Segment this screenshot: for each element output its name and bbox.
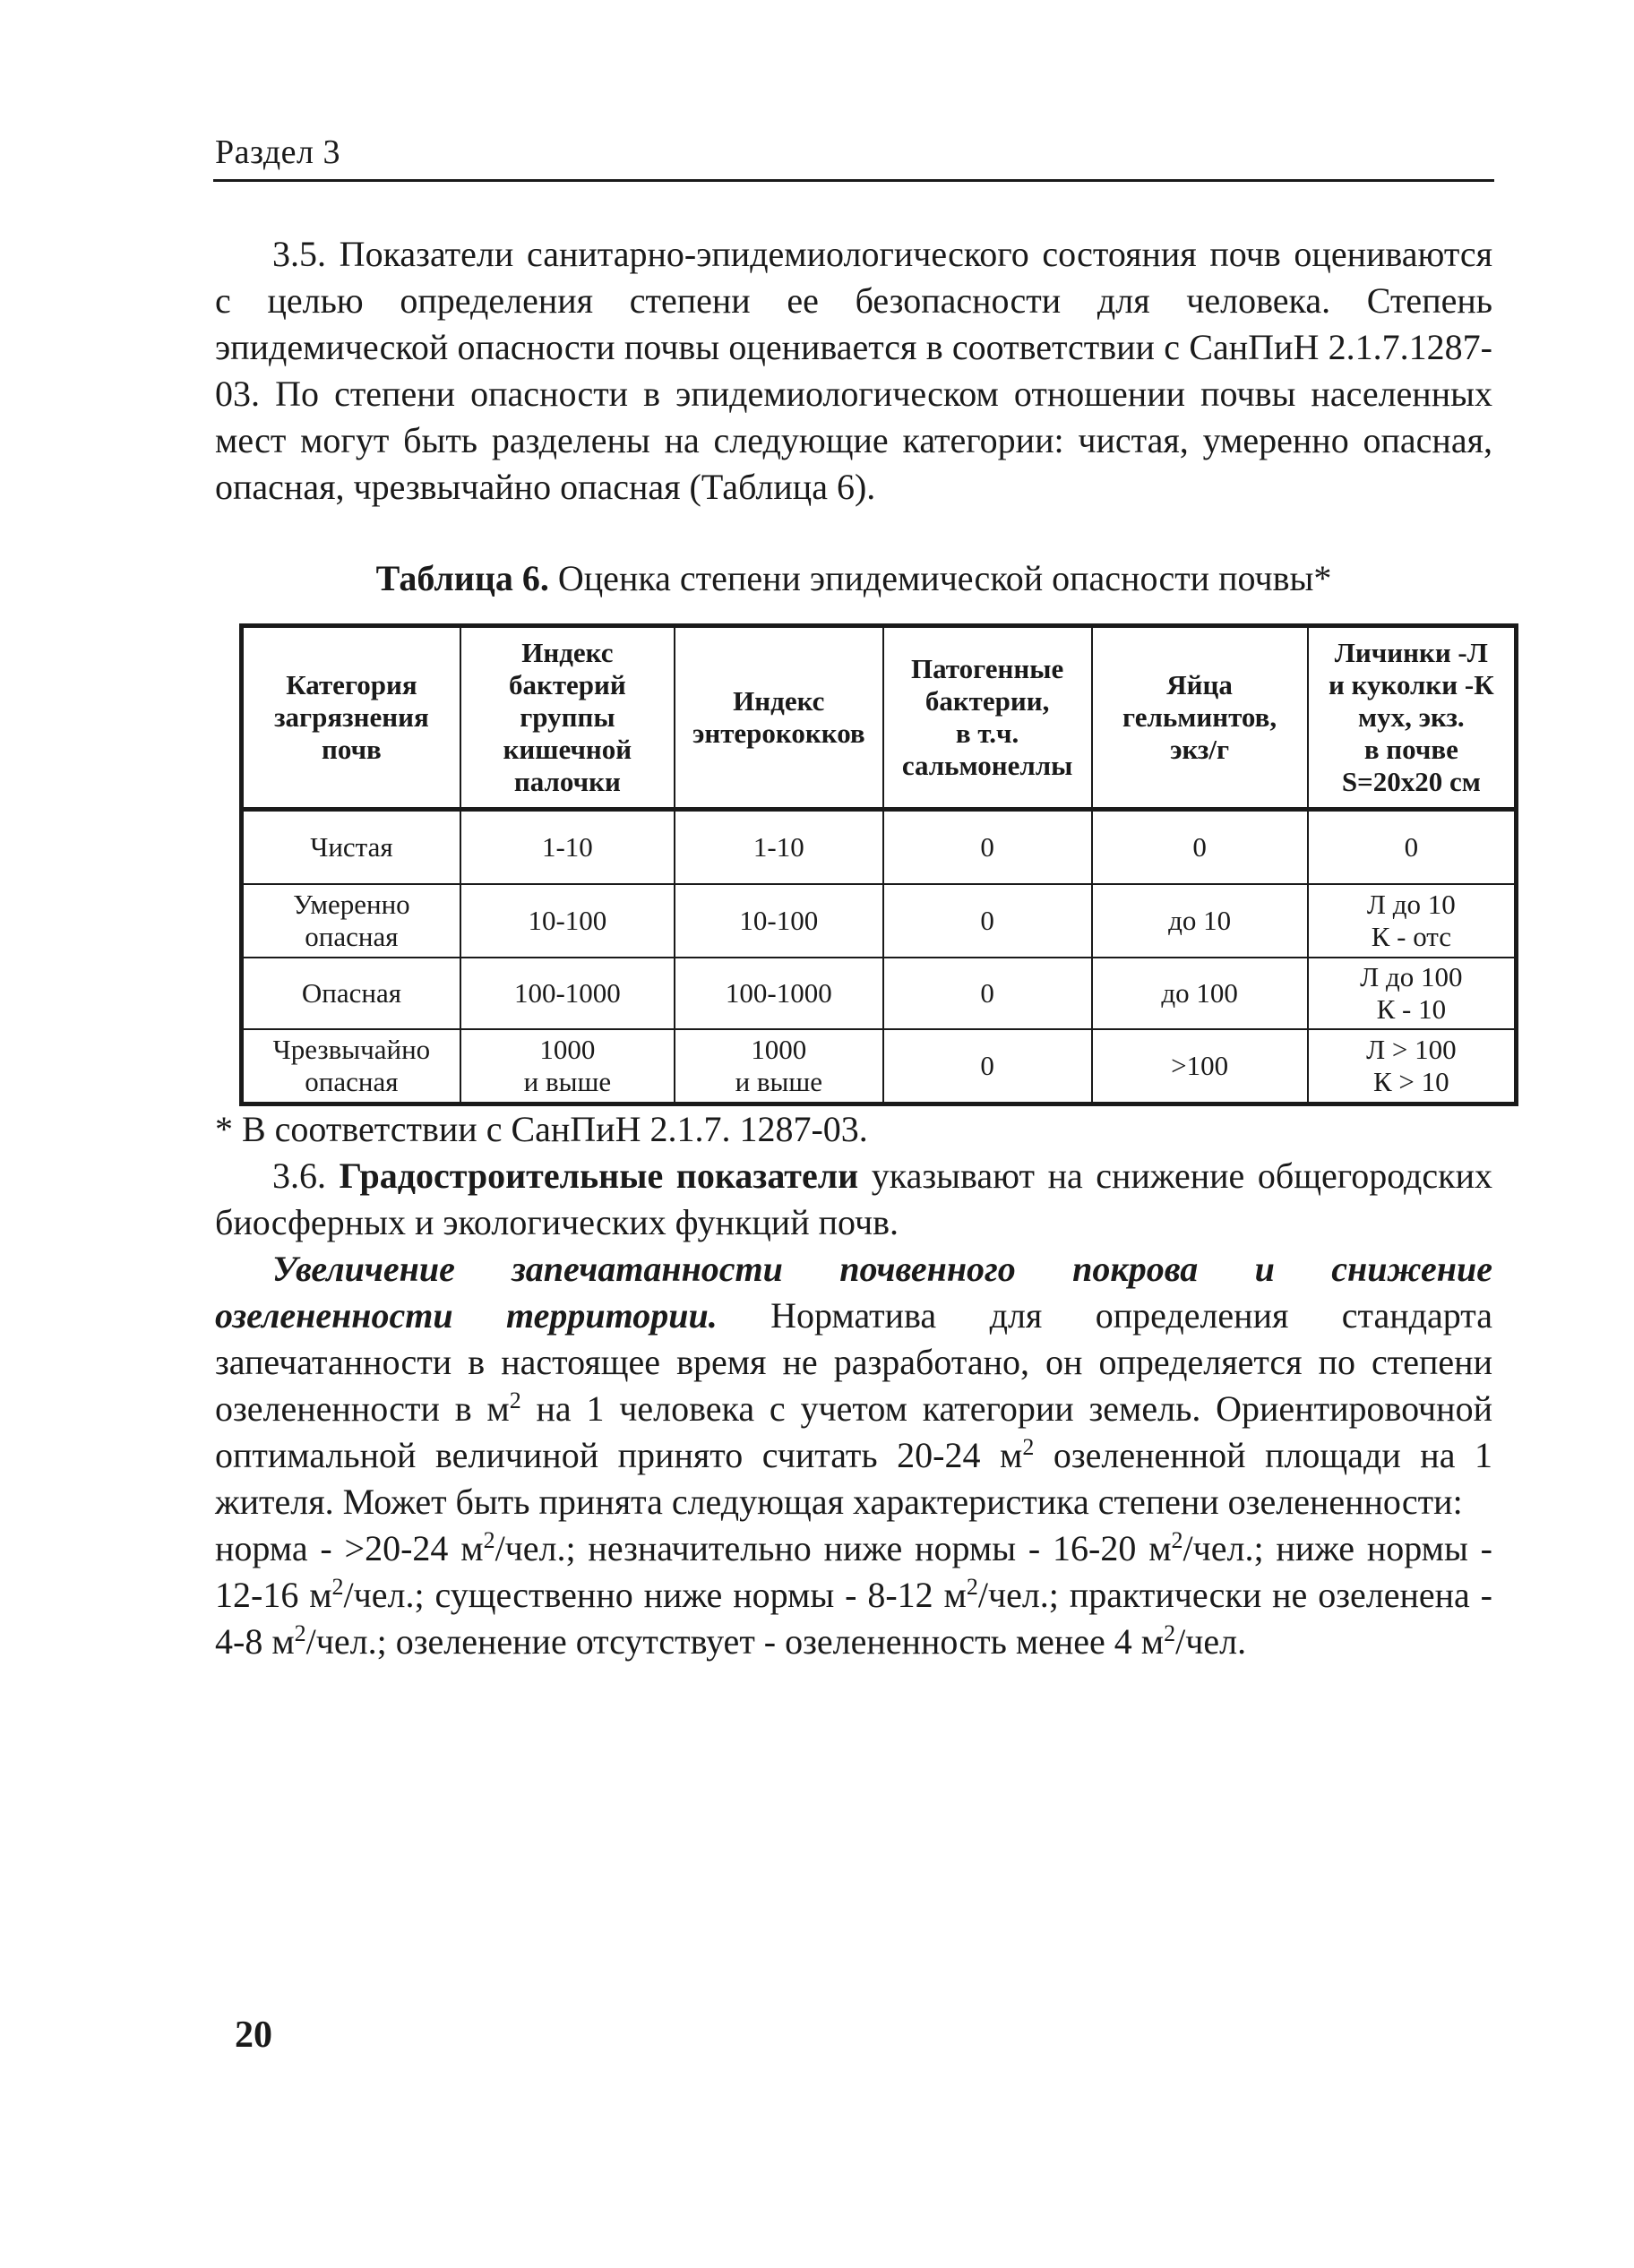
- cell-line: >100: [1171, 1050, 1229, 1081]
- header-line: Категория: [286, 669, 417, 700]
- cell-line: Умеренно: [293, 889, 410, 920]
- header-line: Индекс: [521, 637, 614, 668]
- paragraph-3-6-bold: Градостроительные показатели: [339, 1155, 859, 1196]
- table-cell: [1092, 810, 1308, 885]
- cell-line: опасная: [305, 921, 399, 952]
- header-line: S=20x20 см: [1341, 766, 1481, 797]
- cell-line: Л > 100: [1366, 1034, 1457, 1065]
- paragraph-3-6: [215, 1153, 1492, 1246]
- cell-line: К > 10: [1373, 1066, 1449, 1097]
- norm-sup-1: 2: [483, 1527, 495, 1553]
- table-cell: [242, 958, 460, 1029]
- cell-line: 100-1000: [725, 977, 832, 1009]
- table-cell: [883, 958, 1092, 1029]
- cell-line: Л до 100: [1360, 961, 1463, 992]
- table-cell: [460, 1029, 675, 1104]
- norm-text-5: /чел.; практически не озеленена - 4-8 м: [215, 1575, 1493, 1662]
- paragraph-sealing: [215, 1246, 1492, 1525]
- table-cell: [1308, 884, 1517, 958]
- cell-line: до 10: [1168, 905, 1232, 936]
- cell-line: К - 10: [1376, 993, 1447, 1025]
- cell-line: 10-100: [739, 905, 819, 936]
- header-line: загрязнения: [274, 701, 429, 733]
- table-cell: [675, 1029, 883, 1104]
- table-cell: [675, 958, 883, 1029]
- header-line: группы: [520, 701, 615, 733]
- paragraph-3-5: 3.5. Показатели санитарно-эпидемиологического состояния почв оцениваются с целью определения степени ее безопасности для человека. Степень эпидемической опасности почвы оценивается в соответствии с СанПиН 2.1.7.1287-03. По степени опасности в эпидемиологическом отношении почвы населенных мест могут быть разделены на следующие категории: чистая, умеренно опасная, опасная, чрезвычайно опасная (Таблица 6).: [215, 234, 1492, 507]
- running-head: Раздел 3: [215, 133, 340, 171]
- cell-line: 1-10: [541, 831, 593, 863]
- cell-line: Л до 10: [1366, 889, 1456, 920]
- norm-text-7: /чел.: [1175, 1621, 1247, 1662]
- norm-sup-3: 2: [331, 1574, 344, 1600]
- paragraph-norms: [215, 1525, 1492, 1665]
- header-line: в почве: [1363, 734, 1458, 765]
- header-line: кишечной: [503, 734, 632, 765]
- table-cell: [1092, 1029, 1308, 1104]
- header-rule: [213, 179, 1494, 182]
- table-caption: [215, 555, 1492, 602]
- norm-sup-4: 2: [966, 1574, 978, 1600]
- header-line: гельминтов,: [1122, 701, 1277, 733]
- cell-line: 100-1000: [513, 977, 621, 1009]
- table-cell: [675, 884, 883, 958]
- table-cell: [460, 810, 675, 885]
- sealing-sup-2: 2: [1022, 1434, 1035, 1460]
- table-cell: [1308, 958, 1517, 1029]
- header-line: сальмонеллы: [901, 750, 1073, 781]
- norm-text-4: /чел.; существенно ниже нормы - 8-12 м: [343, 1575, 967, 1615]
- cell-line: 1000: [751, 1034, 807, 1065]
- sealing-text-3: озелененной площади на 1 жителя. Может быть принята следующая характеристика степени озелененности:: [215, 1435, 1492, 1522]
- table-row: [242, 884, 1517, 958]
- table-cell: [242, 1029, 460, 1104]
- cell-line: 0: [1192, 831, 1207, 863]
- header-line: энтерококков: [692, 717, 865, 749]
- table-header-cell: [460, 626, 675, 810]
- cell-line: 10-100: [528, 905, 607, 936]
- norm-text-2: /чел.; незначительно ниже нормы - 16-20 м: [494, 1528, 1172, 1568]
- table-cell: [242, 884, 460, 958]
- cell-line: и выше: [735, 1066, 823, 1097]
- sealing-emphasis: Увеличение запечатанности почвенного покрова и снижение озелененности территории.: [215, 1249, 1492, 1336]
- header-line: экз/г: [1170, 734, 1230, 765]
- header-line: Патогенные: [910, 653, 1064, 684]
- cell-line: 0: [980, 905, 994, 936]
- table-cell: [460, 884, 675, 958]
- norm-text-6: /чел.; озеленение отсутствует - озелененность менее 4 м: [305, 1621, 1165, 1662]
- table-header-cell: [242, 626, 460, 810]
- header-line: палочки: [513, 766, 621, 797]
- cell-line: К - отс: [1371, 921, 1451, 952]
- table-header-cell: [1092, 626, 1308, 810]
- table-row: [242, 958, 1517, 1029]
- header-line: мух, экз.: [1358, 701, 1465, 733]
- paragraph-3-6-number: 3.6.: [272, 1155, 340, 1196]
- header-line: бактерий: [508, 669, 626, 700]
- soil-danger-table: [239, 623, 1518, 1106]
- sealing-text-1: Норматива для определения стандарта запечатанности в настоящее время не разработано, он определяется по степени озелененности в м: [215, 1295, 1492, 1429]
- cell-line: Чистая: [310, 831, 393, 863]
- norm-sup-2: 2: [1171, 1527, 1183, 1553]
- table-cell: [675, 810, 883, 885]
- table-footnote: * В соответствии с СанПиН 2.1.7. 1287-03.: [215, 1109, 868, 1149]
- table-row: [242, 810, 1517, 885]
- cell-line: опасная: [305, 1066, 399, 1097]
- cell-line: 0: [980, 977, 994, 1009]
- header-line: бактерии,: [924, 685, 1050, 717]
- norm-text-1: норма - >20-24 м: [215, 1528, 484, 1568]
- table-cell: [883, 810, 1092, 885]
- table-caption-label: Таблица 6.: [375, 558, 549, 598]
- cell-line: 0: [980, 831, 994, 863]
- table-header-row: [242, 626, 1517, 810]
- table-row: [242, 1029, 1517, 1104]
- table-body: [242, 810, 1517, 1104]
- norm-sup-6: 2: [1164, 1620, 1176, 1646]
- cell-line: 0: [1404, 831, 1419, 863]
- cell-line: 1000: [539, 1034, 596, 1065]
- header-line: почв: [322, 734, 382, 765]
- header-line: Индекс: [733, 685, 825, 717]
- table-cell: [1308, 1029, 1517, 1104]
- cell-line: 1-10: [752, 831, 804, 863]
- table-cell: [460, 958, 675, 1029]
- page-content: [215, 231, 1492, 1665]
- header-line: Яйца: [1166, 669, 1233, 700]
- table-cell: [883, 1029, 1092, 1104]
- sealing-sup-1: 2: [509, 1387, 521, 1413]
- norm-text-3: /чел.; ниже нормы - 12-16 м: [215, 1528, 1493, 1615]
- sealing-text-2: на 1 человека с учетом категории земель. Ориентировочной оптимальной величиной принято считать 20-24 м: [215, 1388, 1492, 1475]
- cell-line: Чрезвычайно: [272, 1034, 431, 1065]
- table-cell: [1308, 810, 1517, 885]
- cell-line: до 100: [1161, 977, 1238, 1009]
- cell-line: и выше: [523, 1066, 612, 1097]
- table-header-cell: [1308, 626, 1517, 810]
- table-header-cell: [883, 626, 1092, 810]
- cell-line: Опасная: [301, 977, 401, 1009]
- header-line: и куколки -К: [1328, 669, 1494, 700]
- header-line: в т.ч.: [955, 717, 1019, 749]
- norm-sup-5: 2: [294, 1620, 306, 1646]
- table-cell: [242, 810, 460, 885]
- header-line: Личинки -Л: [1334, 637, 1488, 668]
- table-caption-text: Оценка степени эпидемической опасности почвы*: [548, 558, 1332, 598]
- page-number: 20: [235, 2015, 272, 2056]
- table-cell: [883, 884, 1092, 958]
- table-cell: [1092, 884, 1308, 958]
- paragraph-3-6-rest: указывают на снижение общегородских биосферных и экологических функций почв.: [215, 1155, 1492, 1242]
- cell-line: 0: [980, 1050, 994, 1081]
- table-header-cell: [675, 626, 883, 810]
- table-cell: [1092, 958, 1308, 1029]
